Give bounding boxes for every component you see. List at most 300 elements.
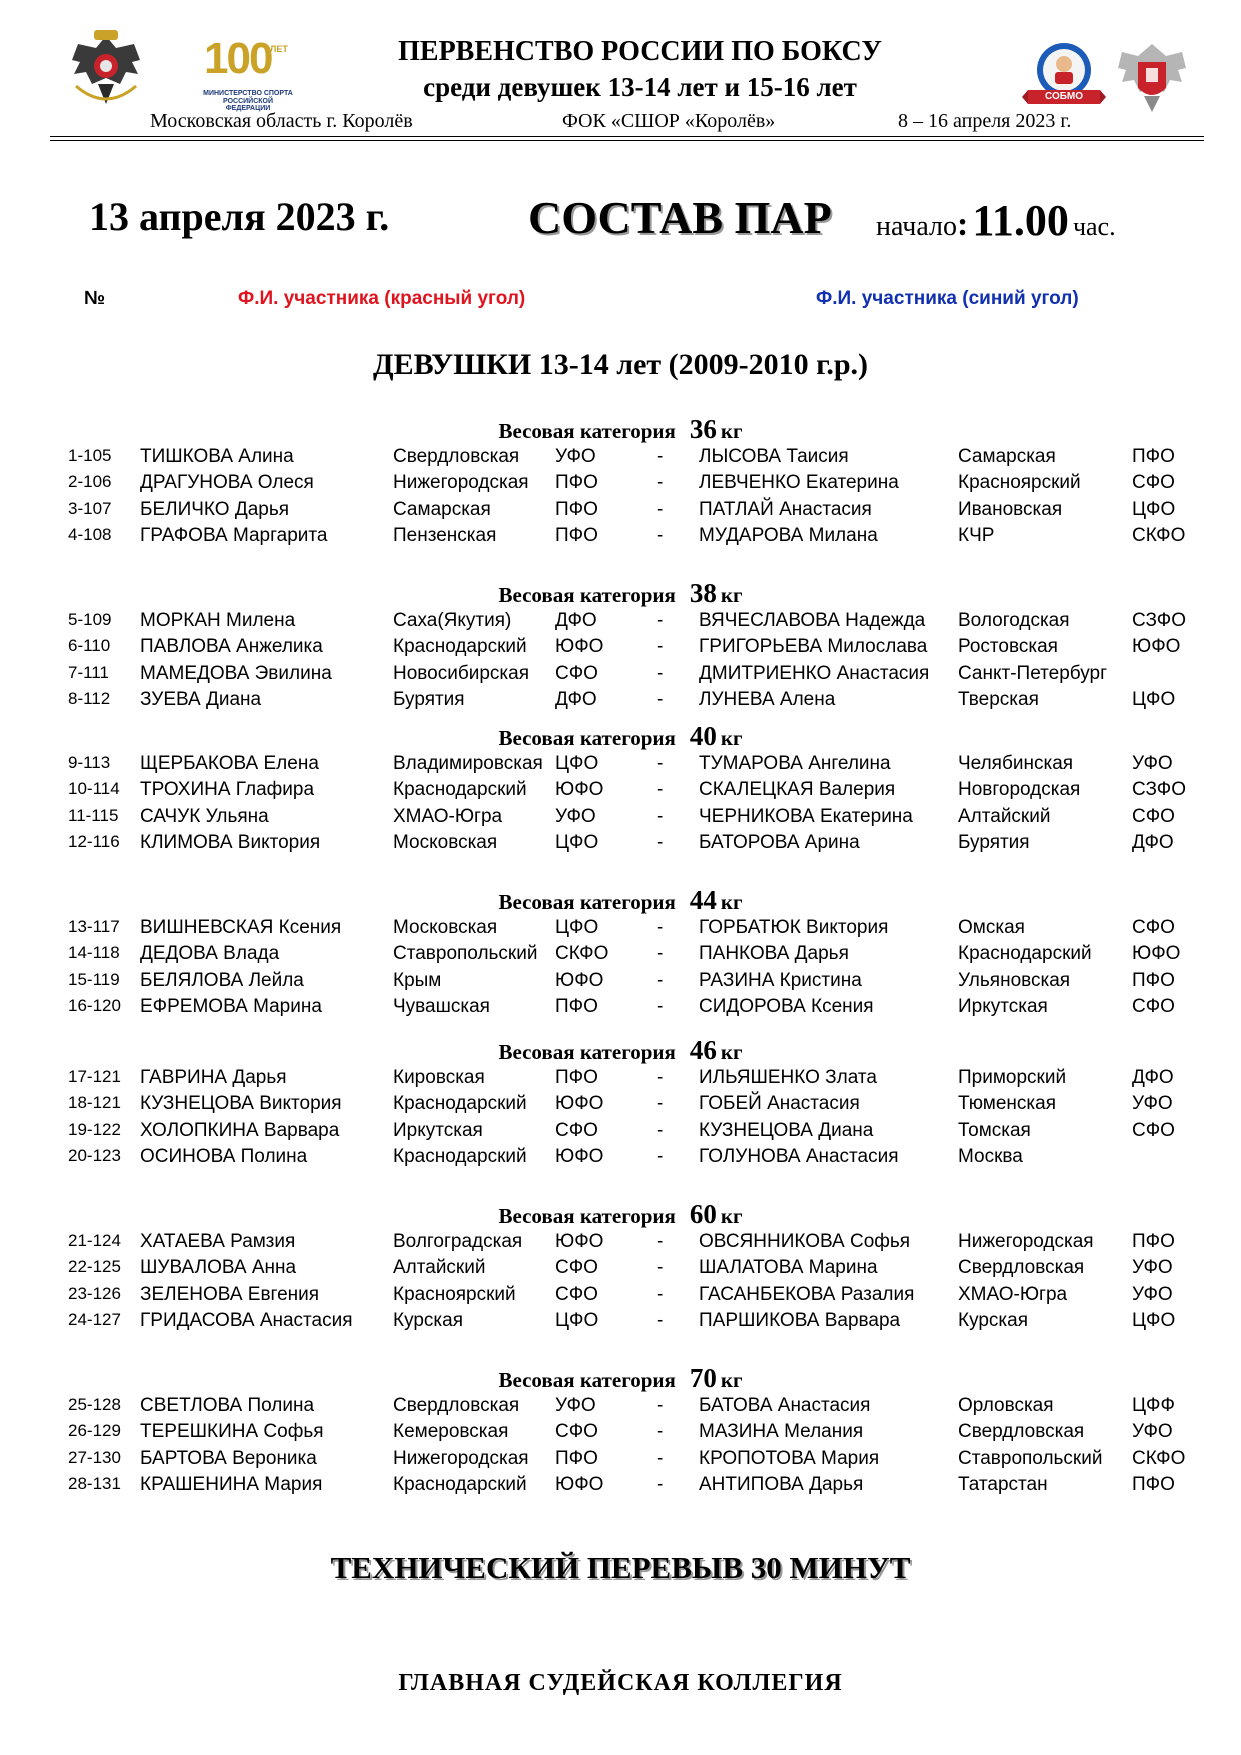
blue-corner-district: СФО: [1132, 996, 1175, 1017]
blue-corner-name: СИДОРОВА Ксения: [699, 996, 874, 1017]
red-corner-name: БЕЛЯЛОВА Лейла: [140, 970, 304, 991]
red-corner-region: Московская: [393, 917, 498, 938]
red-corner-name: МАМЕДОВА Эвилина: [140, 663, 332, 684]
blue-corner-district: ДФО: [1132, 1067, 1174, 1088]
blue-corner-region: Самарская: [958, 446, 1056, 467]
versus-dash: -: [657, 610, 664, 631]
bout-number: 4-108: [68, 525, 112, 544]
weight-category-value: 60: [689, 1199, 717, 1229]
versus-dash: -: [657, 1146, 664, 1167]
versus-dash: -: [657, 1421, 664, 1442]
weight-category-label: Весовая категория: [498, 583, 676, 607]
blue-corner-district: УФО: [1132, 1284, 1173, 1305]
red-corner-region: Бурятия: [393, 689, 465, 710]
blue-corner-name: КРОПОТОВА Мария: [699, 1448, 880, 1469]
bout-row: [0, 499, 1241, 523]
bout-number: 15-119: [68, 970, 120, 989]
start-time-value: 11.00: [972, 196, 1069, 245]
versus-dash: -: [657, 1120, 664, 1141]
blue-corner-region: Нижегородская: [958, 1231, 1094, 1252]
emblem-left-eagle-logo: [66, 26, 146, 112]
red-corner-region: Кировская: [393, 1067, 485, 1088]
red-corner-name: ВИШНЕВСКАЯ Ксения: [140, 917, 342, 938]
blue-corner-district: УФО: [1132, 1257, 1173, 1278]
bout-number: 24-127: [68, 1310, 121, 1329]
red-corner-district: ПФО: [555, 499, 598, 520]
blue-corner-district: ПФО: [1132, 970, 1175, 991]
bout-number: 20-123: [68, 1146, 121, 1165]
bout-number: 8-112: [68, 689, 111, 708]
versus-dash: -: [657, 779, 664, 800]
versus-dash: -: [657, 472, 664, 493]
bout-number: 14-118: [68, 943, 120, 962]
bout-number: 2-106: [68, 472, 112, 491]
versus-dash: -: [657, 1231, 664, 1252]
blue-corner-region: Иркутская: [958, 996, 1048, 1017]
weight-category-unit: кг: [720, 1204, 743, 1228]
bout-row: [0, 1474, 1241, 1498]
blue-corner-name: ГОЛУНОВА Анастасия: [699, 1146, 899, 1167]
blue-corner-region: ХМАО-Югра: [958, 1284, 1068, 1305]
weight-category-label: Весовая категория: [498, 726, 676, 750]
bout-number: 7-111: [68, 663, 109, 682]
blue-corner-district: СЗФО: [1132, 779, 1186, 800]
bout-number: 13-117: [68, 917, 120, 936]
bout-row: [0, 610, 1241, 634]
red-corner-district: ЮФО: [555, 1146, 604, 1167]
red-corner-region: Курская: [393, 1310, 464, 1331]
red-corner-name: МОРКАН Милена: [140, 610, 296, 631]
red-corner-district: СФО: [555, 1421, 598, 1442]
red-corner-region: Красноярский: [393, 1284, 516, 1305]
blue-corner-district: ДФО: [1132, 832, 1174, 853]
blue-corner-district: ПФО: [1132, 1474, 1175, 1495]
red-corner-district: ПФО: [555, 1067, 598, 1088]
blue-corner-name: БАТОВА Анастасия: [699, 1395, 871, 1416]
bout-row: [0, 1395, 1241, 1419]
red-corner-region: Алтайский: [393, 1257, 486, 1278]
red-corner-region: Самарская: [393, 499, 491, 520]
red-corner-name: ГРИДАСОВА Анастасия: [140, 1310, 353, 1331]
red-corner-district: СКФО: [555, 943, 609, 964]
header-divider: [50, 136, 1204, 137]
red-corner-region: Кемеровская: [393, 1421, 509, 1442]
blue-corner-district: СЗФО: [1132, 610, 1186, 631]
bout-row: [0, 779, 1241, 803]
blue-corner-region: Омская: [958, 917, 1025, 938]
red-corner-region: Владимировская: [393, 753, 543, 774]
red-corner-region: Крым: [393, 970, 442, 991]
weight-category-unit: кг: [720, 419, 743, 443]
blue-corner-name: ЛЕВЧЕНКО Екатерина: [699, 472, 899, 493]
red-corner-name: ГАВРИНА Дарья: [140, 1067, 287, 1088]
bout-row: [0, 1284, 1241, 1308]
versus-dash: -: [657, 1093, 664, 1114]
red-corner-region: ХМАО-Югра: [393, 806, 503, 827]
event-dates: 8 – 16 апреля 2023 г.: [898, 110, 1072, 132]
versus-dash: -: [657, 525, 664, 546]
start-time: [876, 195, 1116, 246]
versus-dash: -: [657, 1474, 664, 1495]
bout-number: 16-120: [68, 996, 121, 1015]
bout-row: [0, 1421, 1241, 1445]
weight-category-heading: [0, 578, 1241, 609]
bout-number: 18-121: [68, 1093, 121, 1112]
red-corner-district: ДФО: [555, 610, 597, 631]
bout-row: [0, 689, 1241, 713]
versus-dash: -: [657, 943, 664, 964]
versus-dash: -: [657, 996, 664, 1017]
blue-corner-region: Ульяновская: [958, 970, 1071, 991]
blue-corner-region: Орловская: [958, 1395, 1054, 1416]
age-group-title: ДЕВУШКИ 13-14 лет (2009-2010 г.р.): [372, 348, 869, 381]
blue-corner-region: Свердловская: [958, 1421, 1085, 1442]
blue-corner-name: ГРИГОРЬЕВА Милослава: [699, 636, 928, 657]
chief-judges-panel: ГЛАВНАЯ СУДЕЙСКАЯ КОЛЛЕГИЯ: [398, 1670, 843, 1696]
red-corner-name: ГРАФОВА Маргарита: [140, 525, 328, 546]
emblem-right-shield-logo: [1114, 38, 1190, 116]
weight-category-heading: [0, 1363, 1241, 1394]
weight-category-heading: [0, 885, 1241, 916]
red-corner-region: Иркутская: [393, 1120, 483, 1141]
blue-corner-district: СФО: [1132, 1120, 1175, 1141]
session-date: 13 апреля 2023 г.: [89, 194, 390, 239]
versus-dash: -: [657, 446, 664, 467]
blue-corner-region: Свердловская: [958, 1257, 1085, 1278]
versus-dash: -: [657, 1284, 664, 1305]
red-corner-name: ЗЕЛЕНОВА Евгения: [140, 1284, 320, 1305]
ministry-100-years-logo: [200, 34, 296, 112]
blue-corner-name: ПАТЛАЙ Анастасия: [699, 499, 872, 520]
blue-corner-district: УФО: [1132, 1421, 1173, 1442]
bout-number: 23-126: [68, 1284, 121, 1303]
blue-corner-name: ИЛЬЯШЕНКО Злата: [699, 1067, 877, 1088]
bout-row: [0, 1146, 1241, 1170]
bout-row: [0, 1310, 1241, 1334]
red-corner-district: ПФО: [555, 996, 598, 1017]
blue-corner-name: МАЗИНА Мелания: [699, 1421, 864, 1442]
blue-corner-region: Красноярский: [958, 472, 1081, 493]
weight-category-label: Весовая категория: [498, 419, 676, 443]
bout-row: [0, 663, 1241, 687]
weight-category-heading: [0, 1199, 1241, 1230]
blue-corner-name: ПАНКОВА Дарья: [699, 943, 849, 964]
versus-dash: -: [657, 753, 664, 774]
versus-dash: -: [657, 832, 664, 853]
blue-corner-region: Москва: [958, 1146, 1023, 1167]
blue-corner-name: ДМИТРИЕНКО Анастасия: [699, 663, 930, 684]
red-corner-region: Пензенская: [393, 525, 497, 546]
bout-number: 10-114: [68, 779, 120, 798]
blue-corner-district: ПФО: [1132, 1231, 1175, 1252]
red-corner-district: УФО: [555, 446, 596, 467]
versus-dash: -: [657, 806, 664, 827]
red-corner-district: ЮФО: [555, 636, 604, 657]
column-header-number: №: [84, 288, 106, 309]
blue-corner-region: Курская: [958, 1310, 1029, 1331]
weight-category-label: Весовая категория: [498, 1040, 676, 1064]
bout-number: 17-121: [68, 1067, 121, 1086]
bout-number: 27-130: [68, 1448, 121, 1467]
weight-category-unit: кг: [720, 583, 743, 607]
red-corner-name: СВЕТЛОВА Полина: [140, 1395, 315, 1416]
red-corner-region: Краснодарский: [393, 1474, 527, 1495]
bout-row: [0, 446, 1241, 470]
blue-corner-region: Приморский: [958, 1067, 1067, 1088]
red-corner-region: Волгоградская: [393, 1231, 523, 1252]
bout-row: [0, 1231, 1241, 1255]
weight-category-label: Весовая категория: [498, 1368, 676, 1392]
blue-corner-district: УФО: [1132, 753, 1173, 774]
weight-category-value: 36: [689, 414, 717, 444]
start-colon: :: [957, 206, 969, 243]
red-corner-district: ЮФО: [555, 1474, 604, 1495]
blue-corner-region: Санкт-Петербург: [958, 663, 1108, 684]
blue-corner-name: ПАРШИКОВА Варвара: [699, 1310, 901, 1331]
blue-corner-region: Ивановская: [958, 499, 1063, 520]
logo-ministry-caption-1: МИНИСТЕРСТВО СПОРТА: [203, 90, 293, 97]
technical-break-notice: ТЕХНИЧЕСКИЙ ПЕРЕВЫВ 30 МИНУТ: [330, 1550, 911, 1585]
red-corner-name: ШУВАЛОВА Анна: [140, 1257, 297, 1278]
bout-row: [0, 996, 1241, 1020]
red-corner-name: ДРАГУНОВА Олеся: [140, 472, 314, 493]
red-corner-district: ЦФО: [555, 753, 599, 774]
blue-corner-district: СКФО: [1132, 525, 1186, 546]
weight-category-label: Весовая категория: [498, 1204, 676, 1228]
bout-number: 1-105: [68, 446, 112, 465]
red-corner-region: Новосибирская: [393, 663, 529, 684]
header-divider-thin: [50, 140, 1204, 141]
weight-category-heading: [0, 414, 1241, 445]
versus-dash: -: [657, 663, 664, 684]
red-corner-district: СФО: [555, 1257, 598, 1278]
bout-row: [0, 636, 1241, 660]
weight-category-label: Весовая категория: [498, 890, 676, 914]
red-corner-name: ДЕДОВА Влада: [140, 943, 280, 964]
versus-dash: -: [657, 1448, 664, 1469]
red-corner-district: ПФО: [555, 525, 598, 546]
blue-corner-name: КУЗНЕЦОВА Диана: [699, 1120, 874, 1141]
bout-row: [0, 1120, 1241, 1144]
weight-category-value: 70: [689, 1363, 717, 1393]
weight-category-unit: кг: [720, 726, 743, 750]
blue-corner-region: Бурятия: [958, 832, 1030, 853]
versus-dash: -: [657, 917, 664, 938]
red-corner-name: ХОЛОПКИНА Варвара: [140, 1120, 340, 1141]
red-corner-district: УФО: [555, 806, 596, 827]
red-corner-region: Нижегородская: [393, 1448, 529, 1469]
boxing-federation-logo: [1022, 40, 1106, 112]
blue-corner-name: ГОБЕЙ Анастасия: [699, 1093, 860, 1114]
blue-corner-name: СКАЛЕЦКАЯ Валерия: [699, 779, 896, 800]
blue-corner-region: Алтайский: [958, 806, 1051, 827]
red-corner-name: САЧУК Ульяна: [140, 806, 269, 827]
red-corner-region: Краснодарский: [393, 636, 527, 657]
blue-corner-district: УФО: [1132, 1093, 1173, 1114]
versus-dash: -: [657, 1257, 664, 1278]
weight-category-heading: [0, 721, 1241, 752]
red-corner-name: ХАТАЕВА Рамзия: [140, 1231, 296, 1252]
blue-corner-name: ВЯЧЕСЛАВОВА Надежда: [699, 610, 926, 631]
versus-dash: -: [657, 1395, 664, 1416]
red-corner-district: ЦФО: [555, 832, 599, 853]
red-corner-name: ТЕРЕШКИНА Софья: [140, 1421, 324, 1442]
blue-corner-name: ОВСЯННИКОВА Софья: [699, 1231, 911, 1252]
blue-corner-region: Вологодская: [958, 610, 1070, 631]
red-corner-district: ЮФО: [555, 970, 604, 991]
blue-corner-name: МУДАРОВА Милана: [699, 525, 878, 546]
blue-corner-region: Татарстан: [958, 1474, 1048, 1495]
blue-corner-district: СКФО: [1132, 1448, 1186, 1469]
bout-row: [0, 917, 1241, 941]
blue-corner-region: Тверская: [958, 689, 1039, 710]
red-corner-region: Нижегородская: [393, 472, 529, 493]
bout-number: 25-128: [68, 1395, 121, 1414]
red-corner-name: ОСИНОВА Полина: [140, 1146, 308, 1167]
red-corner-region: Московская: [393, 832, 498, 853]
bout-number: 11-115: [68, 806, 119, 825]
red-corner-region: Краснодарский: [393, 1093, 527, 1114]
blue-corner-district: ЦФО: [1132, 1310, 1176, 1331]
bout-row: [0, 525, 1241, 549]
red-corner-region: Краснодарский: [393, 779, 527, 800]
weight-category-unit: кг: [720, 1368, 743, 1392]
weight-category-unit: кг: [720, 1040, 743, 1064]
blue-corner-region: Ростовская: [958, 636, 1058, 657]
red-corner-region: Саха(Якутия): [393, 610, 512, 631]
championship-title: ПЕРВЕНСТВО РОССИИ ПО БОКСУ: [398, 36, 882, 67]
red-corner-region: Свердловская: [393, 1395, 520, 1416]
bout-row: [0, 943, 1241, 967]
bout-row: [0, 1093, 1241, 1117]
blue-corner-name: БАТОРОВА Арина: [699, 832, 860, 853]
blue-corner-region: Тюменская: [958, 1093, 1057, 1114]
bout-row: [0, 753, 1241, 777]
blue-corner-district: СФО: [1132, 472, 1175, 493]
versus-dash: -: [657, 970, 664, 991]
weight-category-value: 44: [689, 885, 717, 915]
blue-corner-region: Челябинская: [958, 753, 1074, 774]
blue-corner-district: ЦФФ: [1132, 1395, 1175, 1416]
weight-category-unit: кг: [720, 890, 743, 914]
blue-corner-name: ЛЫСОВА Таисия: [699, 446, 849, 467]
blue-corner-district: СФО: [1132, 917, 1175, 938]
bout-row: [0, 832, 1241, 856]
red-corner-region: Ставропольский: [393, 943, 538, 964]
red-corner-name: КРАШЕНИНА Мария: [140, 1474, 323, 1495]
red-corner-region: Чувашская: [393, 996, 490, 1017]
logo-ministry-caption-2: РОССИЙСКОЙ ФЕДЕРАЦИИ: [223, 98, 273, 112]
event-location: Московская область г. Королёв: [150, 110, 413, 132]
bout-row: [0, 472, 1241, 496]
event-venue: ФОК «СШОР «Королёв»: [562, 110, 776, 132]
red-corner-district: ЮФО: [555, 1231, 604, 1252]
blue-corner-region: Ставропольский: [958, 1448, 1103, 1469]
versus-dash: -: [657, 1067, 664, 1088]
bout-row: [0, 806, 1241, 830]
weight-category-value: 46: [689, 1035, 717, 1065]
red-corner-district: СФО: [555, 1284, 598, 1305]
blue-corner-name: ШАЛАТОВА Марина: [699, 1257, 878, 1278]
red-corner-region: Краснодарский: [393, 1146, 527, 1167]
column-header-red-corner: Ф.И. участника (красный угол): [238, 288, 526, 309]
bout-number: 26-129: [68, 1421, 121, 1440]
federation-logo-label: СОБМО: [1044, 91, 1084, 102]
blue-corner-name: ЧЕРНИКОВА Екатерина: [699, 806, 913, 827]
versus-dash: -: [657, 1310, 664, 1331]
red-corner-district: ЦФО: [555, 917, 599, 938]
blue-corner-district: ЦФО: [1132, 499, 1176, 520]
red-corner-district: ДФО: [555, 689, 597, 710]
red-corner-district: ЮФО: [555, 779, 604, 800]
versus-dash: -: [657, 499, 664, 520]
bout-row: [0, 1257, 1241, 1281]
championship-subtitle: среди девушек 13-14 лет и 15-16 лет: [423, 72, 857, 102]
weight-category-value: 40: [689, 721, 717, 751]
bout-number: 19-122: [68, 1120, 121, 1139]
red-corner-name: БЕЛИЧКО Дарья: [140, 499, 290, 520]
blue-corner-name: ЛУНЕВА Алена: [699, 689, 836, 710]
red-corner-name: ЕФРЕМОВА Марина: [140, 996, 322, 1017]
blue-corner-region: Томская: [958, 1120, 1031, 1141]
bout-number: 22-125: [68, 1257, 121, 1276]
blue-corner-name: АНТИПОВА Дарья: [699, 1474, 864, 1495]
red-corner-district: СФО: [555, 663, 598, 684]
red-corner-name: БАРТОВА Вероника: [140, 1448, 317, 1469]
logo-100-number: 100: [204, 34, 272, 83]
red-corner-district: ЮФО: [555, 1093, 604, 1114]
red-corner-district: ПФО: [555, 472, 598, 493]
page-title: СОСТАВ ПАР: [528, 192, 832, 243]
blue-corner-name: ГАСАНБЕКОВА Разалия: [699, 1284, 915, 1305]
bout-number: 28-131: [68, 1474, 121, 1493]
bout-number: 12-116: [68, 832, 120, 851]
blue-corner-district: ЮФО: [1132, 943, 1181, 964]
red-corner-district: ПФО: [555, 1448, 598, 1469]
column-header-blue-corner: Ф.И. участника (синий угол): [816, 288, 1079, 309]
blue-corner-district: ПФО: [1132, 446, 1175, 467]
start-time-unit: час.: [1072, 212, 1116, 241]
blue-corner-name: ТУМАРОВА Ангелина: [699, 753, 891, 774]
blue-corner-region: Новгородская: [958, 779, 1081, 800]
logo-years-suffix: ЛЕТ: [270, 44, 288, 54]
blue-corner-district: ЮФО: [1132, 636, 1181, 657]
red-corner-name: ПАВЛОВА Анжелика: [140, 636, 323, 657]
blue-corner-region: КЧР: [958, 525, 995, 546]
blue-corner-name: ГОРБАТЮК Виктория: [699, 917, 889, 938]
red-corner-district: СФО: [555, 1120, 598, 1141]
weight-category-value: 38: [689, 578, 717, 608]
versus-dash: -: [657, 689, 664, 710]
red-corner-name: КУЗНЕЦОВА Виктория: [140, 1093, 342, 1114]
blue-corner-name: РАЗИНА Кристина: [699, 970, 862, 991]
red-corner-name: ЩЕРБАКОВА Елена: [140, 753, 319, 774]
red-corner-name: ЗУЕВА Диана: [140, 689, 262, 710]
red-corner-name: КЛИМОВА Виктория: [140, 832, 321, 853]
bout-number: 5-109: [68, 610, 112, 629]
blue-corner-region: Краснодарский: [958, 943, 1092, 964]
bout-number: 3-107: [68, 499, 112, 518]
bout-row: [0, 1448, 1241, 1472]
versus-dash: -: [657, 636, 664, 657]
red-corner-name: ТИШКОВА Алина: [140, 446, 294, 467]
red-corner-district: ЦФО: [555, 1310, 599, 1331]
start-label: начало: [876, 211, 958, 242]
bout-row: [0, 970, 1241, 994]
weight-category-heading: [0, 1035, 1241, 1066]
bout-number: 9-113: [68, 753, 111, 772]
red-corner-name: ТРОХИНА Глафира: [140, 779, 315, 800]
